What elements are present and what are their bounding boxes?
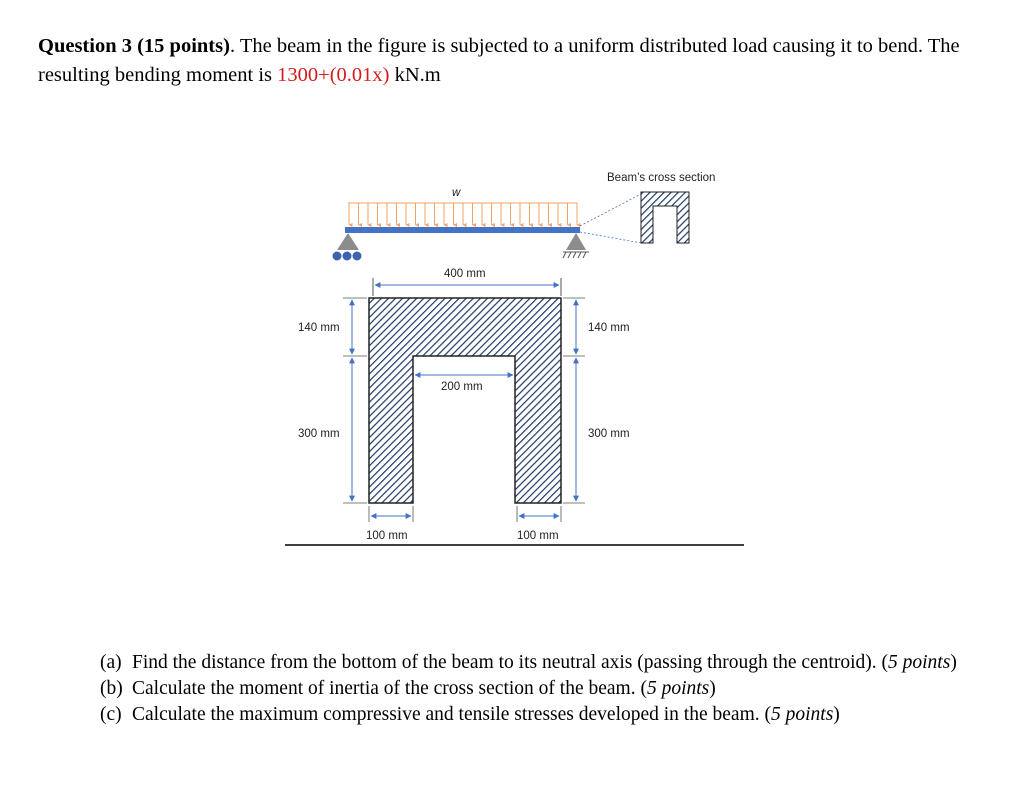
part-a xyxy=(100,650,980,676)
sub-questions xyxy=(100,650,980,728)
right-top-height-label: 140 mm xyxy=(588,322,630,334)
callout-line-bottom xyxy=(580,232,641,243)
right-support xyxy=(563,233,589,258)
left-support xyxy=(333,233,362,261)
load-label: w xyxy=(452,187,461,199)
cross-section-title: Beam’s cross section xyxy=(607,172,716,184)
right-leg-width-label: 100 mm xyxy=(517,530,559,542)
part-c-text: Calculate the maximum compressive and tensile stresses developed in the beam. ( xyxy=(132,704,771,725)
part-a-close: ) xyxy=(950,652,957,673)
part-b xyxy=(100,676,980,702)
part-c-close: ) xyxy=(833,704,840,725)
beam xyxy=(345,227,580,233)
right-leg-height-label: 300 mm xyxy=(588,428,630,440)
part-a-text: Find the distance from the bottom of the beam to its neutral axis (passing through the centroid). ( xyxy=(132,652,888,673)
inner-width-label: 200 mm xyxy=(441,381,483,393)
top-width-label: 400 mm xyxy=(444,268,486,280)
question-heading: Question 3 (15 points) xyxy=(38,35,230,57)
part-a-marker: (a) xyxy=(100,652,122,673)
dimension-right-heights xyxy=(563,298,585,503)
left-top-height-label: 140 mm xyxy=(298,322,340,334)
part-a-points: 5 points xyxy=(888,652,951,673)
callout-line-top xyxy=(580,194,641,226)
small-cross-section xyxy=(641,192,689,243)
part-b-close: ) xyxy=(709,678,716,699)
moment-expression: 1300+(0.01x) xyxy=(277,64,390,86)
part-c xyxy=(100,702,980,728)
part-c-marker: (c) xyxy=(100,704,122,725)
dimension-top-width xyxy=(373,278,561,296)
left-leg-height-label: 300 mm xyxy=(298,428,340,440)
dimension-leg-widths xyxy=(369,506,561,522)
distributed-load xyxy=(348,203,577,225)
question-text: . The beam in the figure is subjected to a uniform distributed load causing it to bend. The resulting bending moment is xyxy=(38,35,960,86)
part-b-points: 5 points xyxy=(646,678,710,699)
left-leg-width-label: 100 mm xyxy=(366,530,408,542)
dimension-left-heights xyxy=(343,298,367,503)
part-b-text: Calculate the moment of inertia of the cross section of the beam. ( xyxy=(132,678,647,699)
part-b-marker: (b) xyxy=(100,678,123,699)
moment-unit: kN.m xyxy=(389,64,441,86)
cross-section xyxy=(369,298,561,503)
part-c-points: 5 points xyxy=(770,704,834,725)
